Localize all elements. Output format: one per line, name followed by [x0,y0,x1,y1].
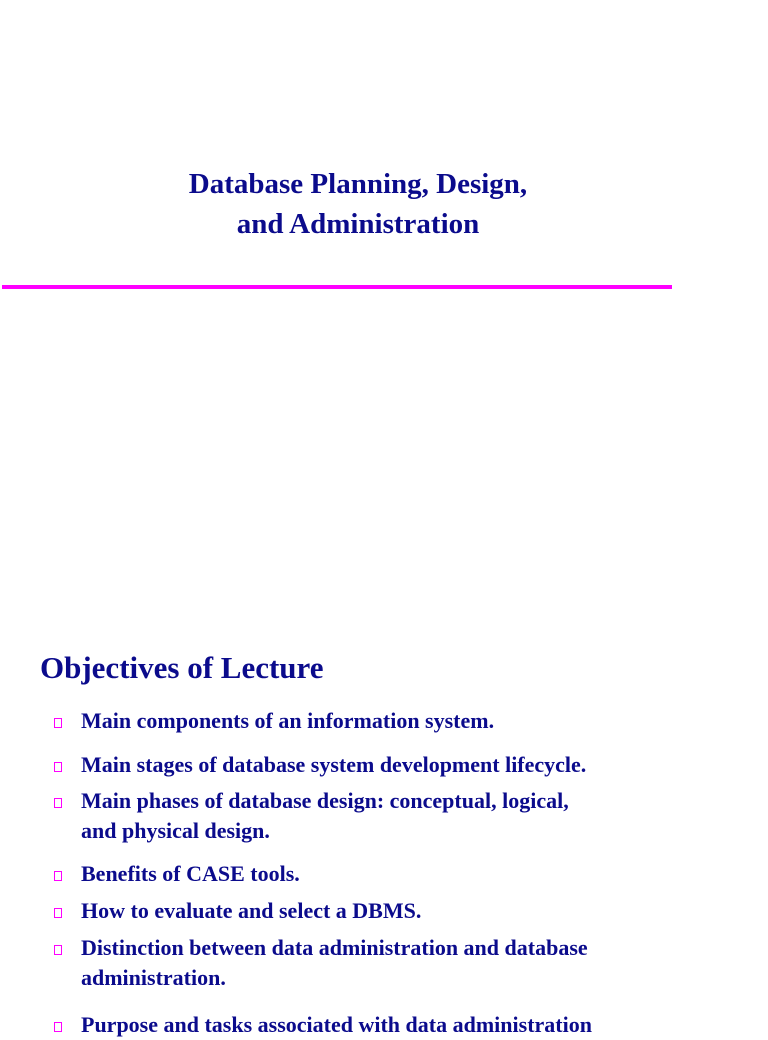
slide-title [0,164,716,244]
objective-item [52,786,692,846]
square-bullet-icon [54,1022,62,1032]
objective-text-continued: and physical design. [81,818,270,843]
objective-item [52,859,692,889]
objective-text: Distinction between data administration and database [81,935,588,960]
slide-title-line-1: Database Planning, Design, [188,168,528,200]
objective-text: Purpose and tasks associated with data administration [81,1012,592,1037]
objective-text: Benefits of CASE tools. [81,861,300,886]
square-bullet-icon [54,798,62,808]
objective-text-continued: administration. [81,965,226,990]
objective-item [52,706,692,736]
square-bullet-icon [54,945,62,955]
objectives-heading: Objectives of Lecture [40,650,324,685]
square-bullet-icon [54,908,62,918]
square-bullet-icon [54,871,62,881]
objective-text: How to evaluate and select a DBMS. [81,898,422,923]
objective-item [52,750,692,780]
objective-item [52,896,692,926]
objectives-list [52,706,692,1040]
objective-text: Main components of an information system. [81,708,495,733]
slide-title-line-2: and Administration [236,208,480,240]
objective-text: Main stages of database system development lifecycle. [81,752,587,777]
square-bullet-icon [54,762,62,772]
objective-item [52,933,692,993]
square-bullet-icon [54,718,62,728]
objective-text: Main phases of database design: conceptual, logical, [81,788,569,813]
objective-item [52,1010,692,1040]
title-divider [2,285,672,289]
